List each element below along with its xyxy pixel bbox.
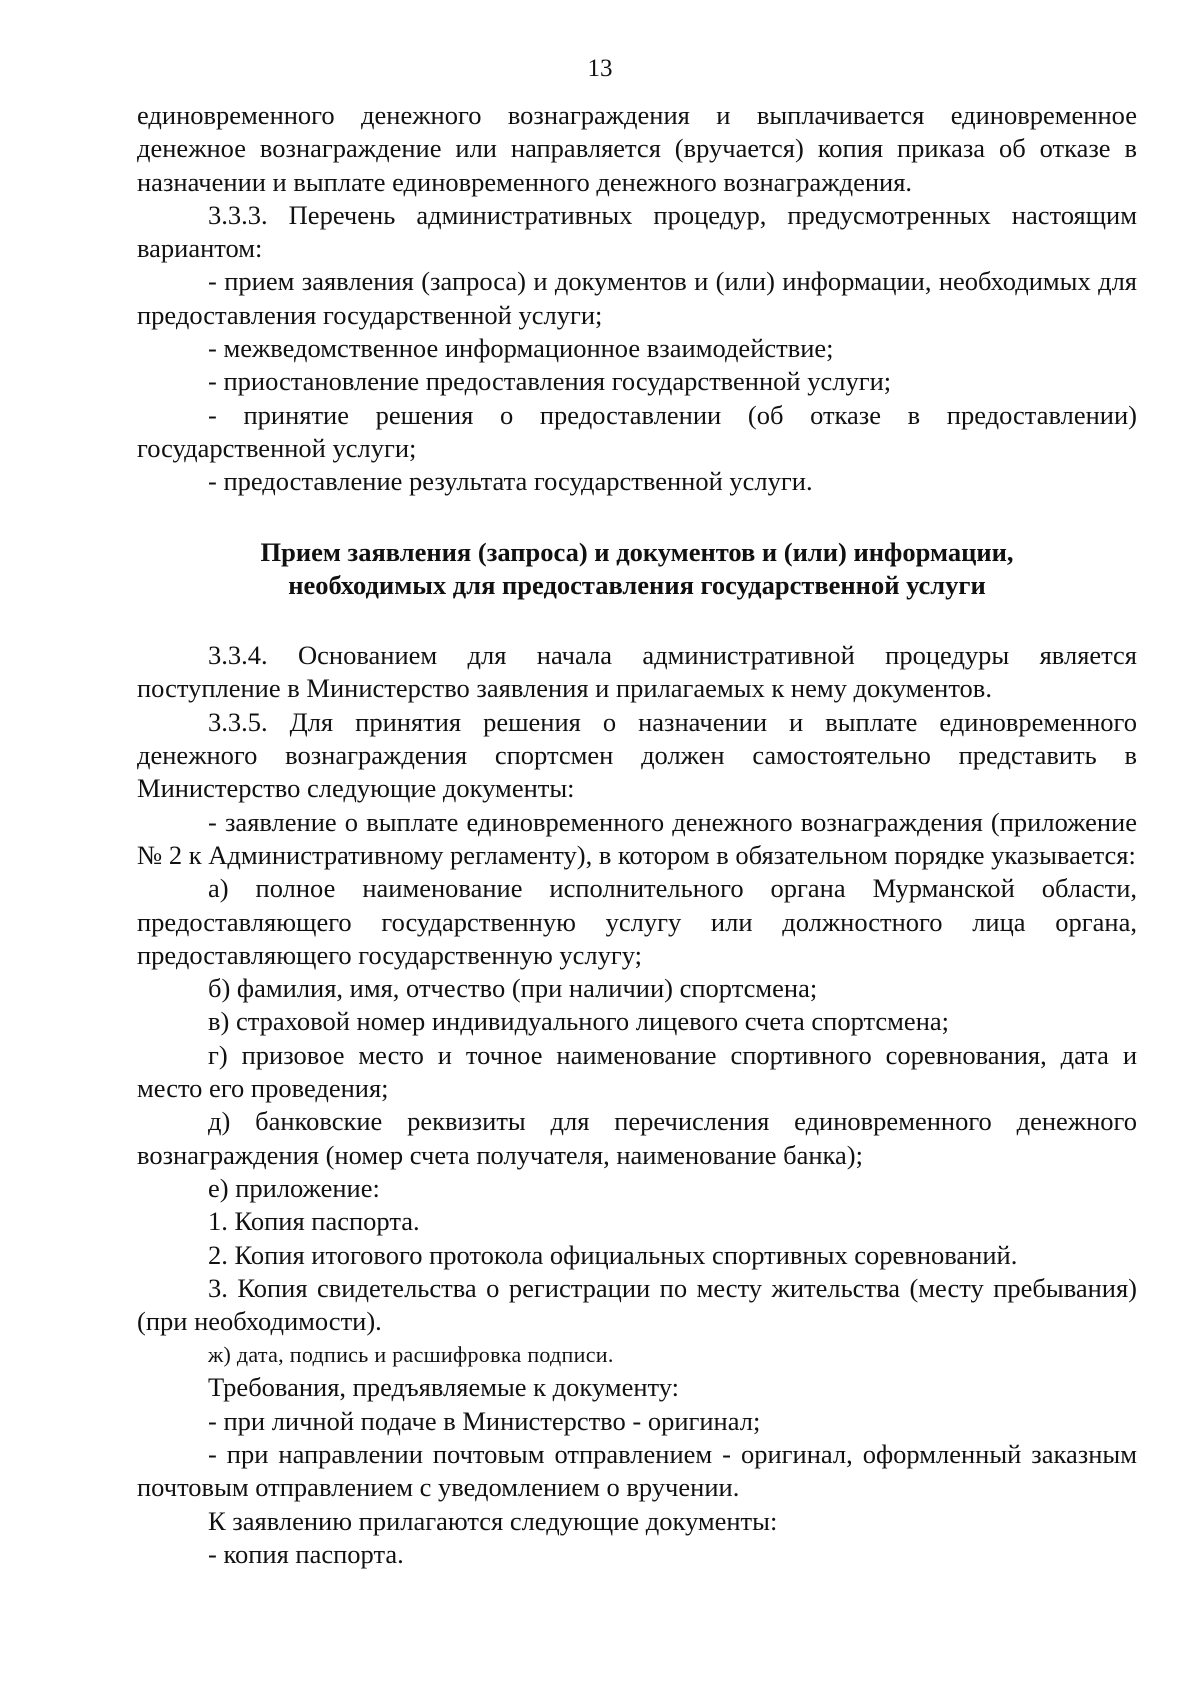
list-item-procedure-1: - прием заявления (запроса) и документов и (или) информации, необходимых для предоставления государственной услуги; xyxy=(137,266,1137,330)
list-item-application: - заявление о выплате единовременного денежного вознаграждения (приложение № 2 к Административному регламенту), в котором в обязательном порядке указывается: xyxy=(137,806,1137,870)
page-number: 13 xyxy=(587,55,613,82)
paragraph-3-3-3: 3.3.3. Перечень административных процедур, предусмотренных настоящим вариантом: xyxy=(137,199,1137,264)
attachment-item-2: 2. Копия итогового протокола официальных спортивных соревнований. xyxy=(208,1239,1018,1270)
document-body xyxy=(137,99,1137,1571)
attachment-item-1: 1. Копия паспорта. xyxy=(208,1206,420,1237)
list-item-procedure-2: - межведомственное информационное взаимодействие; xyxy=(208,333,834,364)
requirement-item-1: - при личной подаче в Министерство - оригинал; xyxy=(208,1405,761,1436)
list-item-procedure-4: - принятие решения о предоставлении (об отказе в предоставлении) государственной услуги; xyxy=(137,399,1137,463)
spacer xyxy=(137,499,1137,536)
list-item-v: в) страховой номер индивидуального лицевого счета спортсмена; xyxy=(208,1006,950,1037)
requirements-heading: Требования, предъявляемые к документу: xyxy=(208,1372,680,1403)
list-item-e: е) приложение: xyxy=(208,1172,380,1203)
paragraph-3-3-5: 3.3.5. Для принятия решения о назначении и выплате единовременного денежного вознаграждения спортсмен должен самостоятельно представить в Министерство следующие документы: xyxy=(137,706,1137,804)
section-heading-line-2: необходимых для предоставления государственной услуги xyxy=(288,569,986,600)
list-item-procedure-3: - приостановление предоставления государственной услуги; xyxy=(208,366,892,397)
list-item-a: а) полное наименование исполнительного органа Мурманской области, предоставляющего государственную услугу или должностного лица органа, предоставляющего государственную услугу; xyxy=(137,873,1137,970)
requirement-item-2: - при направлении почтовым отправлением - оригинал, оформленный заказным почтовым отправлением с уведомлением о вручении. xyxy=(137,1438,1137,1503)
list-item-g: г) призовое место и точное наименование спортивного соревнования, дата и место его проведения; xyxy=(137,1039,1137,1104)
spacer xyxy=(137,602,1137,639)
paragraph-3-3-4: 3.3.4. Основанием для начала административной процедуры является поступление в Министерство заявления и прилагаемых к нему документов. xyxy=(137,640,1137,704)
list-item-zh: ж) дата, подпись и расшифровка подписи. xyxy=(208,1342,614,1368)
paragraph-intro: единовременного денежного вознаграждения и выплачивается единовременное денежное вознаграждение или направляется (вручается) копия приказа об отказе в назначении и выплате единовременного денежного вознаграждения. xyxy=(137,100,1137,197)
list-item-procedure-5: - предоставление результата государственной услуги. xyxy=(208,466,813,497)
section-heading-line-1: Прием заявления (запроса) и документов и (или) информации, xyxy=(260,536,1014,567)
attachment-item-3: 3. Копия свидетельства о регистрации по месту жительства (месту пребывания) (при необходимости). xyxy=(137,1272,1137,1337)
list-item-b: б) фамилия, имя, отчество (при наличии) спортсмена; xyxy=(208,973,818,1004)
attachments-heading: К заявлению прилагаются следующие документы: xyxy=(208,1505,778,1536)
attachments-item-1: - копия паспорта. xyxy=(208,1538,404,1569)
list-item-d: д) банковские реквизиты для перечисления единовременного денежного вознаграждения (номер счета получателя, наименование банка); xyxy=(137,1106,1137,1170)
